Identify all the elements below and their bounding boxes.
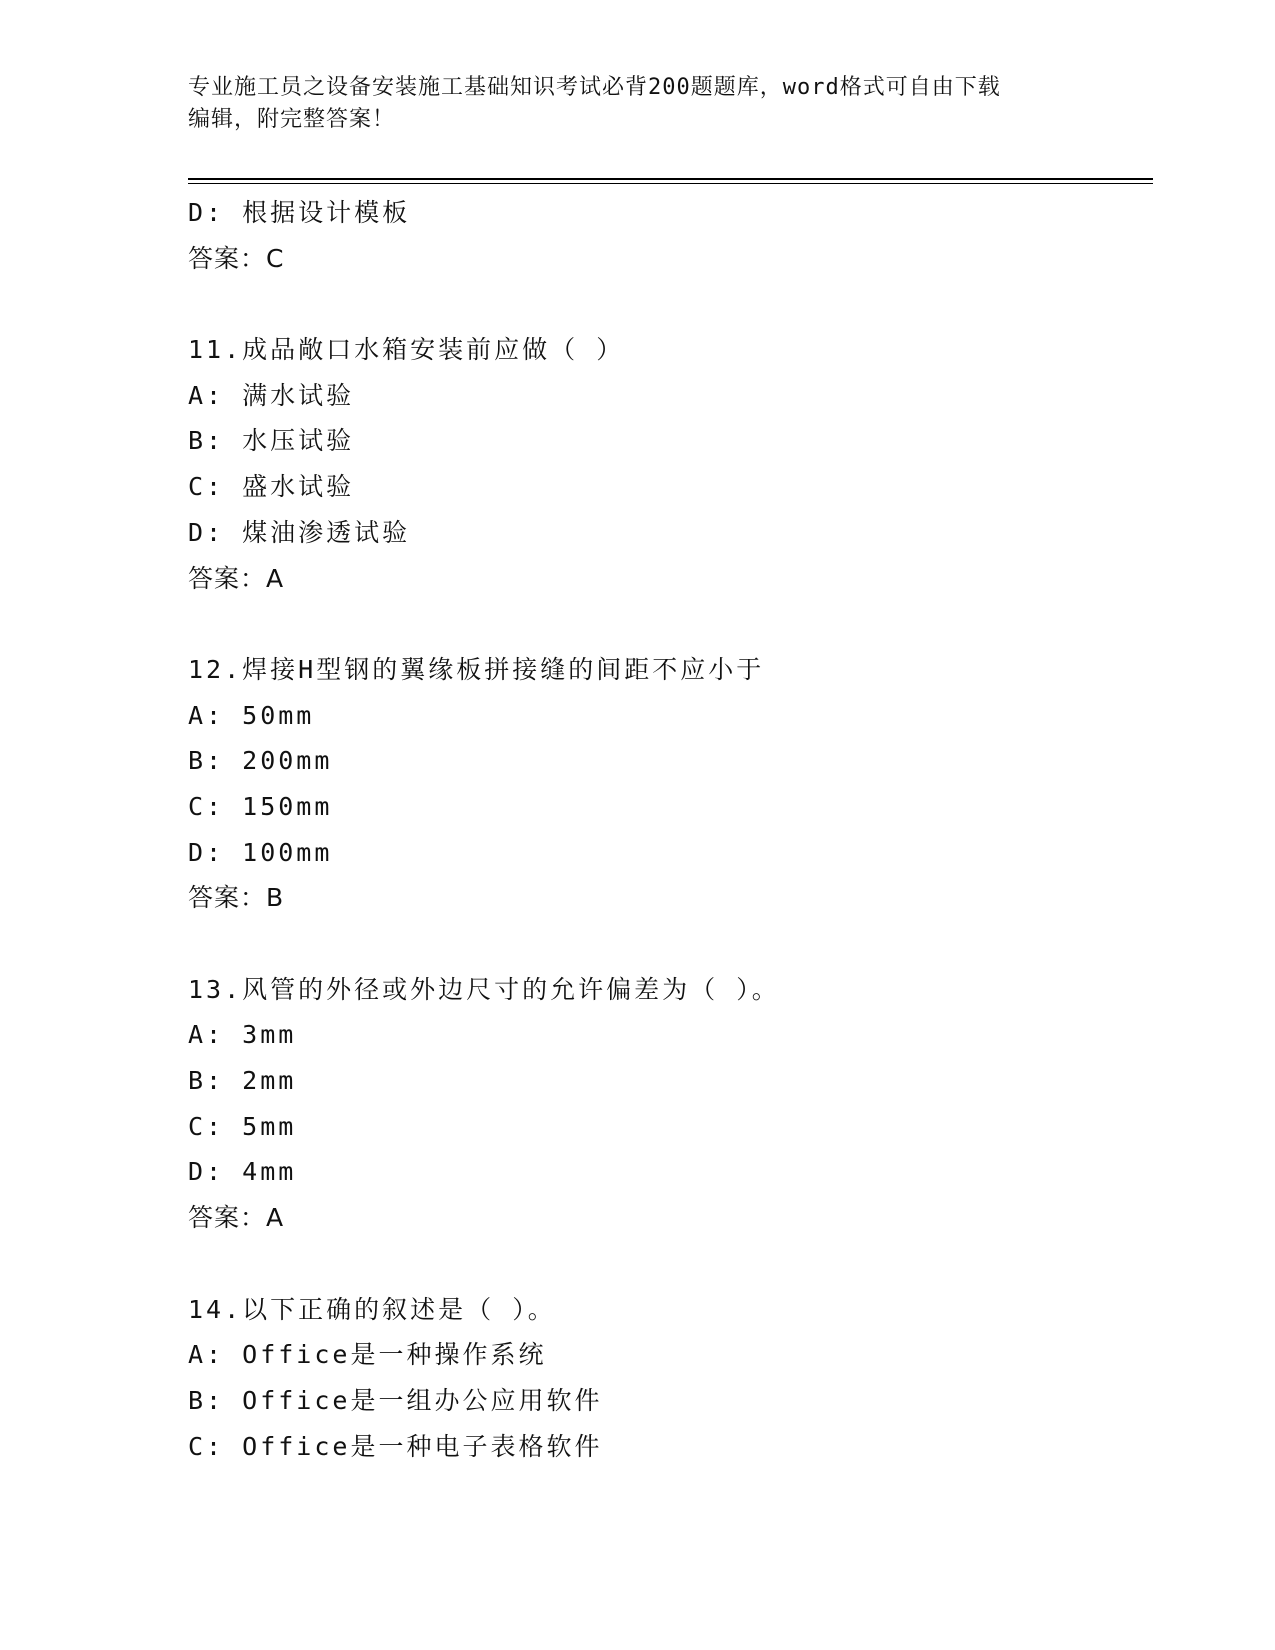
header-title-line1: 专业施工员之设备安装施工基础知识考试必背200题题库，word格式可自由下载 — [188, 75, 1001, 100]
prev-option-d: D: 根据设计模板 — [188, 198, 411, 227]
question-list — [188, 190, 1148, 1469]
question-12 — [188, 647, 1148, 921]
question-11-answer: 答案：A — [188, 563, 285, 593]
question-14-option-a: A: Office是一种操作系统 — [188, 1340, 547, 1370]
question-11 — [188, 327, 1148, 601]
question-14-option-c: C: Office是一种电子表格软件 — [188, 1431, 603, 1461]
question-13 — [188, 967, 1148, 1241]
question-12-option-c: C: 150mm — [188, 791, 333, 821]
question-14-text: 14.以下正确的叙述是（ ）。 — [188, 1294, 556, 1324]
spacer — [188, 921, 1148, 967]
question-13-option-a: A: 3mm — [188, 1020, 297, 1050]
question-12-text: 12.焊接H型钢的翼缘板拼接缝的间距不应小于 — [188, 654, 765, 684]
prev-answer: 答案：C — [188, 243, 285, 273]
question-13-option-c: C: 5mm — [188, 1111, 297, 1141]
question-11-option-c: C: 盛水试验 — [188, 472, 355, 502]
document-header — [188, 72, 1088, 136]
question-13-option-d: D: 4mm — [188, 1157, 297, 1187]
question-12-answer: 答案：B — [188, 883, 285, 913]
question-11-option-d: D: 煤油渗透试验 — [188, 517, 411, 547]
spacer — [188, 601, 1148, 647]
question-13-answer: 答案：A — [188, 1203, 285, 1233]
question-12-option-d: D: 100mm — [188, 837, 333, 867]
spacer — [188, 281, 1148, 327]
question-11-option-b: B: 水压试验 — [188, 426, 355, 456]
question-12-option-b: B: 200mm — [188, 746, 333, 776]
header-rule-thick — [188, 178, 1153, 180]
question-13-option-b: B: 2mm — [188, 1066, 297, 1096]
question-13-text: 13.风管的外径或外边尺寸的允许偏差为（ ）。 — [188, 974, 780, 1004]
spacer — [188, 1241, 1148, 1287]
question-11-option-a: A: 满水试验 — [188, 380, 355, 410]
header-title-line2: 编辑，附完整答案！ — [188, 107, 396, 132]
question-12-option-a: A: 50mm — [188, 700, 315, 730]
question-14 — [188, 1287, 1148, 1470]
header-rule-thin — [188, 183, 1153, 184]
question-14-option-b: B: Office是一组办公应用软件 — [188, 1385, 603, 1415]
question-11-text: 11.成品敞口水箱安装前应做（ ） — [188, 335, 625, 365]
